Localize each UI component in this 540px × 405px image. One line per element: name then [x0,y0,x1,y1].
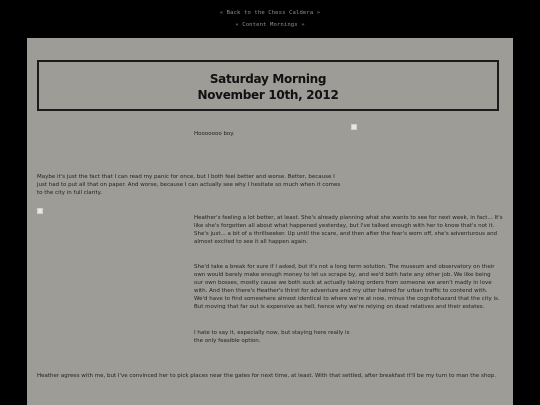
paragraph-1: Hooooooo boy. [194,131,235,137]
paragraph-6: Heather agrees with me, but I've convinced her to pick places near the gates for next time, at least. With that settled, after breakfast it'll be my turn to man the shop. [37,373,496,379]
paragraph-5: I hate to say it, especially now, but staying here really is the only feasible option. [194,330,350,344]
broken-image-icon [351,124,357,130]
post-title-box [37,60,499,111]
contents-link[interactable]: « Content Mornings » [235,22,305,28]
paragraph-3: Heather's feeling a lot better, at least. She's already planning what she wants to see for next week, in fact... It's like she's forgotten all about what happened yesterday, but I've talked enough with her to know that's not it. She's just... a bit of a thrillseeker. Up until the scare, and then after the fear's worn off, she's adventurous and almost excited to see it all happen again. [194,215,503,245]
content-panel [27,38,513,405]
back-to-chess-caldera-link[interactable]: « Back to the Chess Caldera » [219,10,321,16]
broken-image-icon [37,208,43,214]
paragraph-4: She'd take a break for sure if I asked, but it's not a long term solution. The museum and observatory on their own would barely make enough money to let us scrape by, and we'd both hate any other job. We like being our own bosses, mostly cause we both suck at actually taking orders from someone we aren't madly in love with. And then there's Heather's thirst for adventure and my utter hatred for urban traffic to contend with. We'd have to find somewhere almost identical to where we're at now, minus the cognitohazard that the city is. But moving that far out is expensive as hell, hence why we're relying on dead relatives and their estates. [194,264,500,310]
paragraph-2: Maybe it's just the fact that I can read my panic for once, but I both feel better and worse. Better, because I just had to put all that on paper. And worse, because I can actually see why I hesitate so much when it comes to the city in full clarity. [37,174,341,196]
top-navigation [0,0,540,38]
post-date: November 10th, 2012 [197,88,339,102]
post-title: Saturday Morning [209,72,327,86]
